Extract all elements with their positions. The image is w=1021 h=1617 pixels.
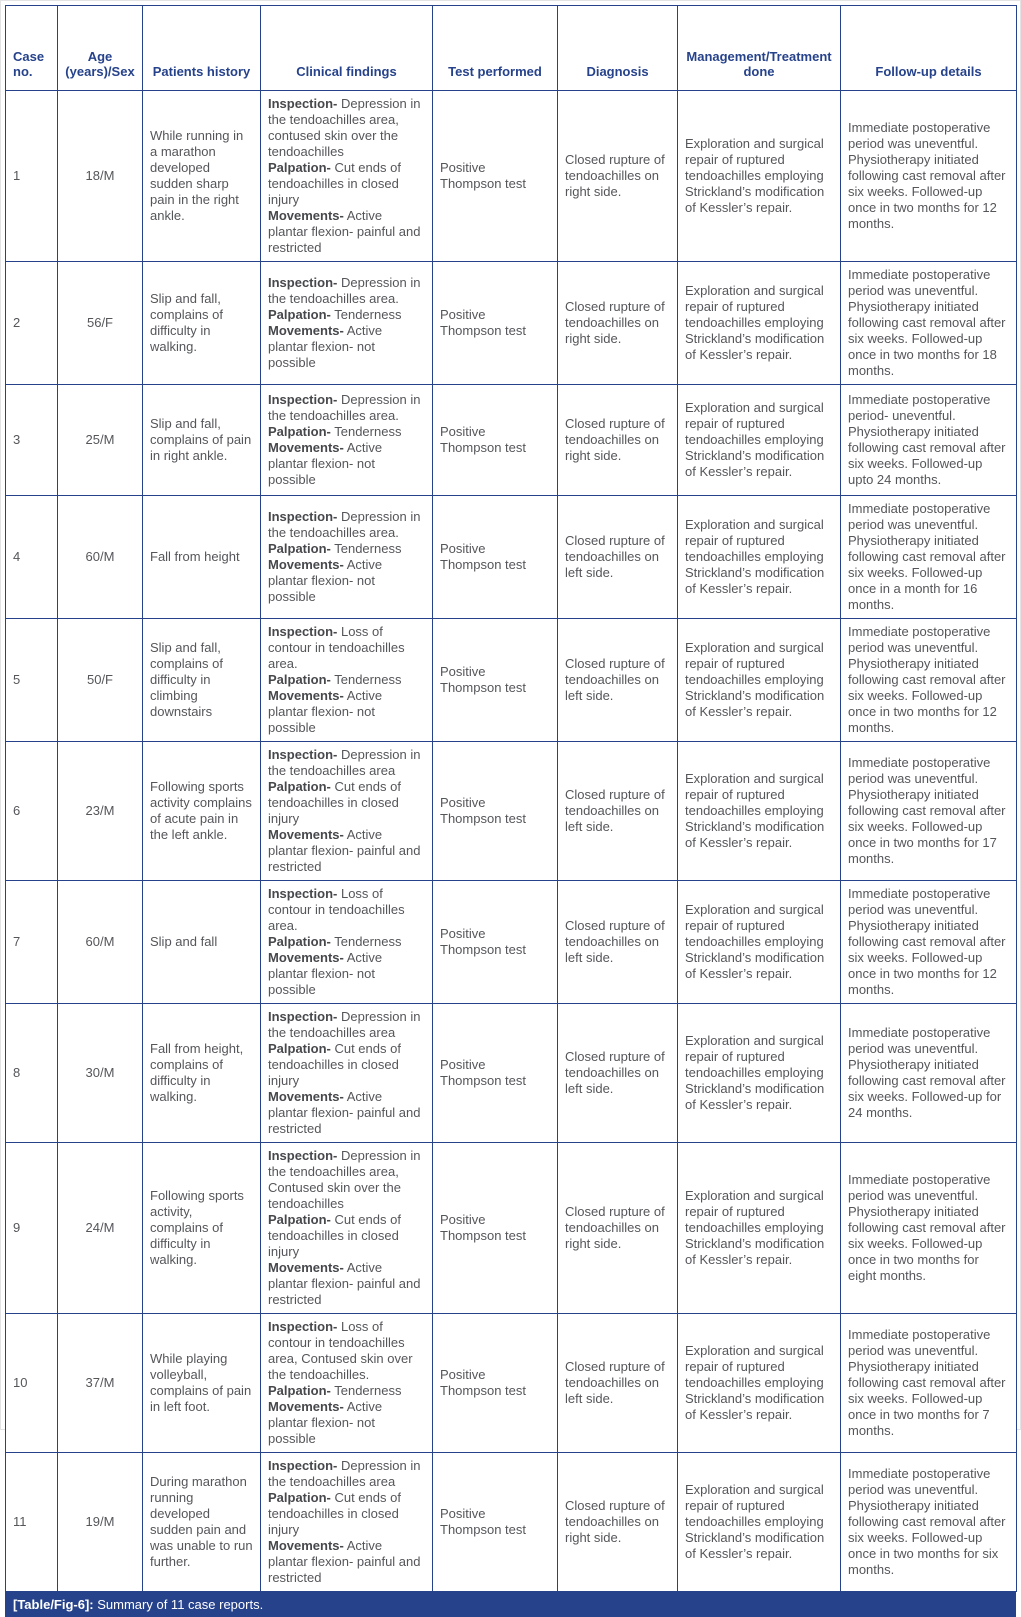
finding-label: Palpation- <box>268 160 331 175</box>
cell-test-performed: Positive Thompson test <box>433 496 558 619</box>
cell-age-sex: 30/M <box>58 1004 143 1143</box>
table-caption <box>5 1592 1016 1617</box>
finding-label: Movements- <box>268 688 344 703</box>
cell-followup: Immediate postoperative period was uneventful. Physiotherapy initiated following cast removal after six weeks. Followed-up once in two months for 18 months. <box>841 262 1017 385</box>
finding-label: Inspection- <box>268 392 338 407</box>
cell-followup: Immediate postoperative period was uneventful. Physiotherapy initiated following cast removal after six weeks. Followed-up for 24 months. <box>841 1004 1017 1143</box>
finding-inspection <box>268 1319 425 1383</box>
finding-label: Movements- <box>268 827 344 842</box>
finding-label: Movements- <box>268 1089 344 1104</box>
table-row <box>6 881 1017 1004</box>
cell-diagnosis: Closed rupture of tendoachilles on right side. <box>558 1453 678 1592</box>
finding-inspection <box>268 96 425 160</box>
finding-label: Inspection- <box>268 1009 338 1024</box>
finding-text: Depression in the tendoachilles area <box>268 747 421 778</box>
finding-label: Palpation- <box>268 1490 331 1505</box>
finding-movements <box>268 950 425 998</box>
finding-label: Inspection- <box>268 624 338 639</box>
cell-clinical-findings <box>261 496 433 619</box>
cell-clinical-findings <box>261 385 433 496</box>
finding-text: Cut ends of tendoachilles in closed injury <box>268 1041 401 1088</box>
cell-followup: Immediate postoperative period was uneventful. Physiotherapy initiated following cast removal after six weeks. Followed-up once in two months for 17 months. <box>841 742 1017 881</box>
cell-test-performed: Positive Thompson test <box>433 91 558 262</box>
table-row <box>6 262 1017 385</box>
finding-text: Loss of contour in tendoachilles area. <box>268 886 405 933</box>
finding-inspection <box>268 509 425 541</box>
cell-diagnosis: Closed rupture of tendoachilles on left side. <box>558 742 678 881</box>
column-header-management-treatment: Management/Treatment done <box>678 6 841 91</box>
cell-followup: Immediate postoperative period was uneventful. Physiotherapy initiated following cast removal after six weeks. Followed-up once in a month for 16 months. <box>841 496 1017 619</box>
caption-tag: [Table/Fig-6]: <box>13 1597 94 1612</box>
finding-movements <box>268 440 425 488</box>
cell-case-no: 8 <box>6 1004 58 1143</box>
finding-label: Movements- <box>268 950 344 965</box>
finding-palpation <box>268 1041 425 1089</box>
finding-inspection <box>268 624 425 672</box>
cell-management: Exploration and surgical repair of ruptured tendoachilles employing Strickland’s modification of Kessler’s repair. <box>678 496 841 619</box>
cell-age-sex: 18/M <box>58 91 143 262</box>
finding-label: Inspection- <box>268 275 338 290</box>
finding-text: Tenderness <box>334 307 402 322</box>
cell-test-performed: Positive Thompson test <box>433 1004 558 1143</box>
finding-text: Depression in the tendoachilles area, contused skin over the tendoachilles <box>268 96 421 159</box>
cell-patients-history: While playing volleyball, complains of pain in left foot. <box>143 1314 261 1453</box>
cell-management: Exploration and surgical repair of ruptured tendoachilles employing Strickland’s modification of Kessler’s repair. <box>678 742 841 881</box>
cell-management: Exploration and surgical repair of ruptured tendoachilles employing Strickland’s modification of Kessler’s repair. <box>678 1143 841 1314</box>
finding-movements <box>268 827 425 875</box>
table-row <box>6 1314 1017 1453</box>
cell-diagnosis: Closed rupture of tendoachilles on right side. <box>558 91 678 262</box>
cell-management: Exploration and surgical repair of ruptured tendoachilles employing Strickland’s modification of Kessler’s repair. <box>678 1004 841 1143</box>
finding-text: Active plantar flexion- not possible <box>268 323 383 370</box>
cell-patients-history: Slip and fall <box>143 881 261 1004</box>
caption-text: Summary of 11 case reports. <box>93 1597 264 1612</box>
column-header-clinical-findings: Clinical findings <box>261 6 433 91</box>
finding-inspection <box>268 1458 425 1490</box>
finding-label: Palpation- <box>268 1041 331 1056</box>
finding-text: Cut ends of tendoachilles in closed injury <box>268 1212 401 1259</box>
cell-test-performed: Positive Thompson test <box>433 1453 558 1592</box>
finding-label: Inspection- <box>268 1148 338 1163</box>
cell-test-performed: Positive Thompson test <box>433 385 558 496</box>
column-header-age-sex: Age (years)/Sex <box>58 6 143 91</box>
cell-patients-history: Following sports activity, complains of difficulty in walking. <box>143 1143 261 1314</box>
cell-age-sex: 25/M <box>58 385 143 496</box>
finding-movements <box>268 557 425 605</box>
cell-clinical-findings <box>261 881 433 1004</box>
finding-inspection <box>268 392 425 424</box>
cell-case-no: 2 <box>6 262 58 385</box>
cell-patients-history: Fall from height, complains of difficulty in walking. <box>143 1004 261 1143</box>
cell-followup: Immediate postoperative period was uneventful. Physiotherapy initiated following cast removal after six weeks. Followed-up once in two months for 12 months. <box>841 881 1017 1004</box>
cell-diagnosis: Closed rupture of tendoachilles on left side. <box>558 1314 678 1453</box>
finding-text: Tenderness <box>334 541 402 556</box>
finding-text: Active plantar flexion- not possible <box>268 1399 383 1446</box>
cell-diagnosis: Closed rupture of tendoachilles on left side. <box>558 496 678 619</box>
cell-test-performed: Positive Thompson test <box>433 742 558 881</box>
cell-clinical-findings <box>261 619 433 742</box>
cell-patients-history: Slip and fall, complains of pain in right ankle. <box>143 385 261 496</box>
finding-movements <box>268 1089 425 1137</box>
finding-text: Active plantar flexion- not possible <box>268 950 383 997</box>
cell-diagnosis: Closed rupture of tendoachilles on left side. <box>558 1004 678 1143</box>
finding-palpation <box>268 1490 425 1538</box>
cell-patients-history: Slip and fall, complains of difficulty in climbing downstairs <box>143 619 261 742</box>
finding-palpation <box>268 541 425 557</box>
finding-text: Cut ends of tendoachilles in closed injury <box>268 779 401 826</box>
cell-case-no: 7 <box>6 881 58 1004</box>
cell-case-no: 4 <box>6 496 58 619</box>
finding-text: Depression in the tendoachilles area. <box>268 509 421 540</box>
column-header-diagnosis: Diagnosis <box>558 6 678 91</box>
finding-palpation <box>268 160 425 208</box>
finding-text: Loss of contour in tendoachilles area. <box>268 624 405 671</box>
cell-case-no: 5 <box>6 619 58 742</box>
finding-text: Tenderness <box>334 1383 402 1398</box>
cell-test-performed: Positive Thompson test <box>433 1314 558 1453</box>
finding-movements <box>268 1399 425 1447</box>
column-header-patients-history: Patients history <box>143 6 261 91</box>
finding-palpation <box>268 424 425 440</box>
cell-case-no: 6 <box>6 742 58 881</box>
finding-text: Depression in the tendoachilles area, Contused skin over the tendoachilles <box>268 1148 421 1211</box>
finding-palpation <box>268 934 425 950</box>
finding-text: Loss of contour in tendoachilles area, Contused skin over the tendoachilles. <box>268 1319 413 1382</box>
table-row <box>6 91 1017 262</box>
table-row <box>6 1143 1017 1314</box>
cell-patients-history: During marathon running developed sudden pain and was unable to run further. <box>143 1453 261 1592</box>
finding-movements <box>268 688 425 736</box>
finding-label: Inspection- <box>268 96 338 111</box>
cell-diagnosis: Closed rupture of tendoachilles on right side. <box>558 262 678 385</box>
finding-movements <box>268 1260 425 1308</box>
cell-age-sex: 37/M <box>58 1314 143 1453</box>
finding-label: Inspection- <box>268 747 338 762</box>
cell-age-sex: 24/M <box>58 1143 143 1314</box>
cell-age-sex: 23/M <box>58 742 143 881</box>
cell-followup: Immediate postoperative period was uneventful. Physiotherapy initiated following cast removal after six weeks. Followed-up once in two months for eight months. <box>841 1143 1017 1314</box>
table-row <box>6 742 1017 881</box>
cell-case-no: 10 <box>6 1314 58 1453</box>
cell-case-no: 9 <box>6 1143 58 1314</box>
column-header-followup-details: Follow-up details <box>841 6 1017 91</box>
finding-label: Inspection- <box>268 1458 338 1473</box>
finding-label: Palpation- <box>268 1383 331 1398</box>
cell-clinical-findings <box>261 91 433 262</box>
finding-text: Tenderness <box>334 424 402 439</box>
finding-inspection <box>268 275 425 307</box>
cell-age-sex: 56/F <box>58 262 143 385</box>
cell-diagnosis: Closed rupture of tendoachilles on left side. <box>558 881 678 1004</box>
finding-movements <box>268 208 425 256</box>
cell-management: Exploration and surgical repair of ruptured tendoachilles employing Strickland’s modification of Kessler’s repair. <box>678 91 841 262</box>
cell-age-sex: 50/F <box>58 619 143 742</box>
cell-clinical-findings <box>261 1453 433 1592</box>
cell-clinical-findings <box>261 1314 433 1453</box>
cell-patients-history: Following sports activity complains of acute pain in the left ankle. <box>143 742 261 881</box>
finding-label: Movements- <box>268 1538 344 1553</box>
cell-followup: Immediate postoperative period was uneventful. Physiotherapy initiated following cast removal after six weeks. Followed-up once in two months for 12 months. <box>841 619 1017 742</box>
cell-patients-history: While running in a marathon developed sudden sharp pain in the right ankle. <box>143 91 261 262</box>
finding-palpation <box>268 672 425 688</box>
cell-diagnosis: Closed rupture of tendoachilles on right side. <box>558 385 678 496</box>
finding-label: Palpation- <box>268 934 331 949</box>
cell-clinical-findings <box>261 262 433 385</box>
cell-followup: Immediate postoperative period- uneventful. Physiotherapy initiated following cast removal after six weeks. Followed-up upto 24 months. <box>841 385 1017 496</box>
finding-text: Active plantar flexion- painful and restricted <box>268 1260 421 1307</box>
finding-inspection <box>268 1148 425 1212</box>
finding-text: Active plantar flexion- not possible <box>268 557 383 604</box>
finding-label: Palpation- <box>268 779 331 794</box>
cell-test-performed: Positive Thompson test <box>433 262 558 385</box>
finding-text: Depression in the tendoachilles area. <box>268 392 421 423</box>
cell-patients-history: Fall from height <box>143 496 261 619</box>
cell-management: Exploration and surgical repair of ruptured tendoachilles employing Strickland’s modification of Kessler’s repair. <box>678 1314 841 1453</box>
cell-test-performed: Positive Thompson test <box>433 619 558 742</box>
cell-management: Exploration and surgical repair of ruptured tendoachilles employing Strickland’s modification of Kessler’s repair. <box>678 881 841 1004</box>
finding-inspection <box>268 1009 425 1041</box>
column-header-test-performed: Test performed <box>433 6 558 91</box>
finding-text: Depression in the tendoachilles area <box>268 1458 421 1489</box>
table-row <box>6 385 1017 496</box>
cell-followup: Immediate postoperative period was uneventful. Physiotherapy initiated following cast removal after six weeks. Followed-up once in two months for 7 months. <box>841 1314 1017 1453</box>
case-reports-table <box>5 5 1017 1592</box>
finding-text: Active plantar flexion- painful and restricted <box>268 827 421 874</box>
cell-test-performed: Positive Thompson test <box>433 881 558 1004</box>
finding-label: Movements- <box>268 557 344 572</box>
finding-label: Palpation- <box>268 307 331 322</box>
finding-text: Cut ends of tendoachilles in closed injury <box>268 1490 401 1537</box>
cell-management: Exploration and surgical repair of ruptured tendoachilles employing Strickland’s modification of Kessler’s repair. <box>678 385 841 496</box>
finding-palpation <box>268 779 425 827</box>
finding-text: Active plantar flexion- painful and restricted <box>268 208 421 255</box>
finding-label: Palpation- <box>268 424 331 439</box>
finding-inspection <box>268 747 425 779</box>
cell-age-sex: 19/M <box>58 1453 143 1592</box>
finding-label: Movements- <box>268 1260 344 1275</box>
cell-age-sex: 60/M <box>58 881 143 1004</box>
finding-text: Active plantar flexion- painful and restricted <box>268 1089 421 1136</box>
table-row <box>6 496 1017 619</box>
cell-case-no: 3 <box>6 385 58 496</box>
finding-label: Inspection- <box>268 1319 338 1334</box>
finding-text: Tenderness <box>334 934 402 949</box>
table-row <box>6 619 1017 742</box>
cell-clinical-findings <box>261 1004 433 1143</box>
cell-case-no: 1 <box>6 91 58 262</box>
cell-clinical-findings <box>261 742 433 881</box>
table-row <box>6 1453 1017 1592</box>
finding-label: Palpation- <box>268 1212 331 1227</box>
cell-management: Exploration and surgical repair of ruptured tendoachilles employing Strickland’s modification of Kessler’s repair. <box>678 262 841 385</box>
cell-management: Exploration and surgical repair of ruptured tendoachilles employing Strickland’s modification of Kessler’s repair. <box>678 619 841 742</box>
cell-age-sex: 60/M <box>58 496 143 619</box>
cell-management: Exploration and surgical repair of ruptured tendoachilles employing Strickland’s modification of Kessler’s repair. <box>678 1453 841 1592</box>
finding-label: Palpation- <box>268 541 331 556</box>
finding-label: Palpation- <box>268 672 331 687</box>
cell-test-performed: Positive Thompson test <box>433 1143 558 1314</box>
finding-text: Cut ends of tendoachilles in closed injury <box>268 160 401 207</box>
cell-patients-history: Slip and fall, complains of difficulty in walking. <box>143 262 261 385</box>
finding-label: Movements- <box>268 1399 344 1414</box>
finding-label: Movements- <box>268 208 344 223</box>
finding-text: Tenderness <box>334 672 402 687</box>
cell-followup: Immediate postoperative period was uneventful. Physiotherapy initiated following cast removal after six weeks. Followed-up once in two months for six months. <box>841 1453 1017 1592</box>
table-body <box>6 91 1017 1592</box>
finding-movements <box>268 323 425 371</box>
table-header-row <box>6 6 1017 91</box>
cell-followup: Immediate postoperative period was uneventful. Physiotherapy initiated following cast removal after six weeks. Followed-up once in two months for 12 months. <box>841 91 1017 262</box>
cell-diagnosis: Closed rupture of tendoachilles on right side. <box>558 1143 678 1314</box>
finding-text: Active plantar flexion- not possible <box>268 440 383 487</box>
finding-label: Inspection- <box>268 509 338 524</box>
finding-text: Active plantar flexion- painful and restricted <box>268 1538 421 1585</box>
finding-palpation <box>268 1383 425 1399</box>
finding-label: Inspection- <box>268 886 338 901</box>
finding-text: Depression in the tendoachilles area <box>268 1009 421 1040</box>
finding-text: Active plantar flexion- not possible <box>268 688 383 735</box>
finding-label: Movements- <box>268 323 344 338</box>
finding-label: Movements- <box>268 440 344 455</box>
table-row <box>6 1004 1017 1143</box>
finding-palpation <box>268 1212 425 1260</box>
cell-case-no: 11 <box>6 1453 58 1592</box>
cell-clinical-findings <box>261 1143 433 1314</box>
finding-movements <box>268 1538 425 1586</box>
cell-diagnosis: Closed rupture of tendoachilles on left side. <box>558 619 678 742</box>
finding-palpation <box>268 307 425 323</box>
finding-inspection <box>268 886 425 934</box>
column-header-case-no: Case no. <box>6 6 58 91</box>
finding-text: Depression in the tendoachilles area. <box>268 275 421 306</box>
